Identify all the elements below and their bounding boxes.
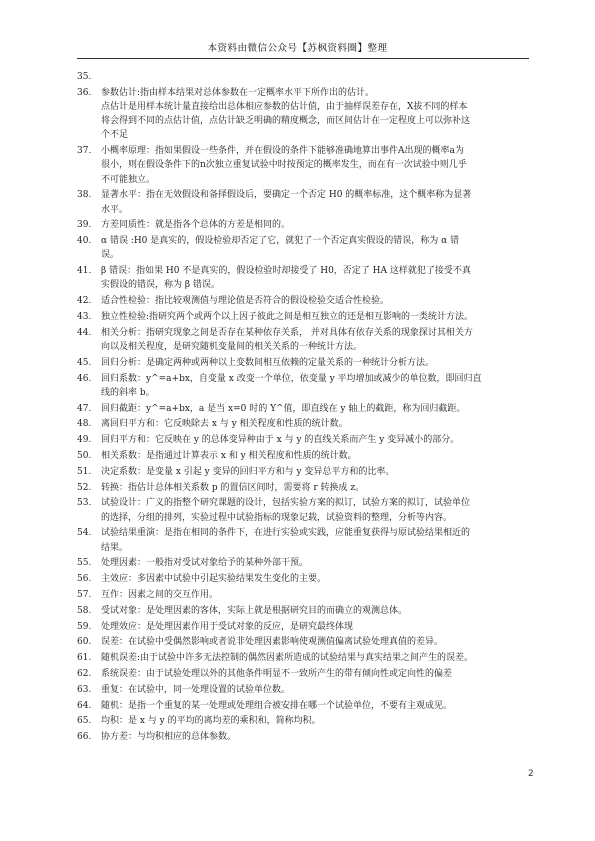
item-text: 试验结果重演：是指在相同的条件下，在进行实验或实践，应能重复获得与原试验结果相近的 结果。 — [101, 528, 471, 553]
item-text: 小概率原理：指如果假设一些条件，并在假设的条件下能够准确地算出事件A出现的概率a为 很小，则在假设条件下的n次独立重复试验中时按预定的概率发生，而在有一次试验中则几乎 不可能独立。 — [101, 146, 467, 185]
item-text: 方差同质性：就是指各个总体的方差是相同的。 — [101, 220, 291, 231]
item-text — [101, 70, 529, 84]
item-number: 46. — [77, 373, 92, 384]
list-item — [77, 294, 529, 308]
item-number: 36. — [77, 87, 92, 98]
item-number: 66. — [77, 732, 92, 743]
list-item — [77, 730, 529, 744]
list-item — [77, 218, 529, 232]
item-number: 53. — [77, 498, 92, 509]
item-text: 误差：在试验中受偶然影响或者说非处理因素影响使观测值偏离试验处理真值的差异。 — [101, 637, 444, 648]
item-number: 62. — [77, 668, 92, 679]
item-number: 64. — [77, 700, 92, 711]
item-number: 58. — [77, 605, 92, 616]
page-number: 2 — [528, 769, 534, 779]
item-text: 参数估计:指由样本结果对总体参数在一定概率水平下所作出的估计。 点估计是用样本统计量直接给出总体相应参数的估计值，由于抽样误差存在，X拔不同的样本 将会得到不同的点估计值，点估计缺乏明确的精度概念，而区间估计在一定程度上可以弥补这 个不足 — [101, 87, 471, 141]
list-item — [77, 604, 529, 618]
list-item — [77, 402, 529, 416]
item-number: 59. — [77, 621, 92, 632]
item-text: 回归截距：y^=a+bx，a 是当 x=0 时的 Y^值，即直线在 y 轴上的截距，称为回归截距。 — [101, 403, 466, 414]
item-number: 37. — [77, 146, 92, 157]
item-number: 39. — [77, 220, 92, 231]
list-item — [77, 188, 529, 216]
item-text: 处理因素：一般指对受试对象给予的某种外部干预。 — [101, 558, 309, 569]
list-item — [77, 526, 529, 554]
item-number: 42. — [77, 296, 92, 307]
list-item — [77, 667, 529, 681]
list-item — [77, 588, 529, 602]
item-text: 系统误差：由于试验处理以外的其他条件明显不一致所产生的带有倾向性或定向性的偏差 — [101, 668, 453, 679]
list-item — [77, 356, 529, 370]
item-text: 受试对象：是处理因素的客体，实际上就是根据研究目的而确立的观测总体。 — [101, 605, 408, 616]
item-number: 52. — [77, 482, 92, 493]
list-item — [77, 372, 529, 400]
item-number: 45. — [77, 357, 92, 368]
list-item — [77, 572, 529, 586]
header-divider — [77, 58, 529, 59]
item-text: 离回归平方和：它反映除去 x 与 y 相关程度和性质的统计数。 — [101, 419, 348, 430]
item-text: 适合性检验：指比较观测值与理论值是否符合的假设检验交适合性检验。 — [101, 296, 390, 307]
item-number: 54. — [77, 528, 92, 539]
list-item — [77, 264, 529, 292]
item-number: 57. — [77, 589, 92, 600]
list-item — [77, 635, 529, 649]
item-text: 互作：因素之间的交互作用。 — [101, 589, 219, 600]
item-number: 65. — [77, 716, 92, 727]
item-number: 47. — [77, 403, 92, 414]
item-text: 回归平方和：它反映在 y 的总体变异种由于 x 与 y 的直线关系而产生 y 变异减小的部分。 — [101, 435, 460, 446]
item-number: 41. — [77, 266, 92, 277]
item-number: 60. — [77, 637, 92, 648]
list-item — [77, 481, 529, 495]
item-text: 转换：指估计总体相关系数 p 的置信区间时，需要将 r 转换成 z。 — [101, 482, 365, 493]
item-text: 回归分析：是确定两种或两种以上变数间相互依赖的定量关系的一种统计分析方法。 — [101, 357, 435, 368]
item-number: 49. — [77, 435, 92, 446]
glossary-list — [77, 70, 529, 746]
item-number: 63. — [77, 684, 92, 695]
list-item — [77, 683, 529, 697]
list-item — [77, 714, 529, 728]
list-item — [77, 417, 529, 431]
item-number: 56. — [77, 574, 92, 585]
item-number: 43. — [77, 312, 92, 322]
list-item — [77, 496, 529, 524]
item-text: 主效应：多因素中试验中引起实验结果发生变化的主要。 — [101, 574, 327, 585]
item-text: 试验设计：广义的指整个研究课题的设计，包括实验方案的拟订，试验方案的拟订，试验单位 的选择，分组的排列，实验过程中试验指标的现象记载，试验资料的整理，分析等内容。 — [101, 498, 471, 523]
item-text: α 错误 :H0 是真实的，假设检验却否定了它，就犯了一个否定真实假设的错误，称为 α 错 误。 — [101, 236, 460, 261]
list-item — [77, 620, 529, 634]
item-number: 38. — [77, 190, 92, 201]
list-item — [77, 449, 529, 463]
list-item — [77, 651, 529, 665]
item-text: 相关系数：是指通过计算表示 x 和 y 相关程度和性质的统计数。 — [101, 450, 357, 461]
list-item — [77, 556, 529, 570]
item-text: 均积：是 x 与 y 的平均的离均差的乘积和，简称均积。 — [101, 716, 321, 727]
item-text: 相关分析：指研究现象之间是否存在某种依存关系， 并对具体有依存关系的现象探讨其相关方 向以及相关程度，是研究随机变量间的相关关系的一种统计方法。 — [101, 327, 473, 352]
item-number: 50. — [77, 450, 92, 461]
page-header: 本资料由微信公众号【苏枫资料圈】整理 — [207, 43, 388, 54]
item-text: 回归系数：y^=a+bx，自变量 x 改变一个单位，依变量 y 平均增加或减少的单位数，即回归直 线的斜率 b。 — [101, 373, 482, 398]
item-text: 随机误差:由于试验中许多无法控制的偶然因素所造成的试验结果与真实结果之间产生的误差。 — [101, 653, 474, 664]
item-number: 35. — [77, 72, 92, 82]
item-text: 显著水平：指在无效假设和备择假设后，要确定一个否定 H0 的概率标准，这个概率称为显著 水平。 — [101, 190, 472, 215]
item-number: 61. — [77, 653, 92, 664]
item-text: β 错误：指如果 H0 不是真实的，假设检验时却接受了 H0，否定了 HA 这样就犯了接受不真 实假设的错误，称为 β 错误。 — [101, 266, 471, 291]
item-text: 重复：在试验中，同一处理设置的试验单位数。 — [101, 684, 291, 695]
item-text: 处理效应：是处理因素作用于受试对象的反应，是研究最终体现 — [101, 621, 354, 632]
list-item — [77, 234, 529, 262]
list-item — [77, 433, 529, 447]
item-text: 决定系数：是变量 x 引起 y 变异的回归平方和与 y 变异总平方和的比率。 — [101, 466, 395, 477]
list-item — [77, 310, 529, 324]
item-number: 51. — [77, 466, 92, 477]
list-item — [77, 465, 529, 479]
list-item — [77, 86, 529, 143]
item-text: 独立性检验:指研究两个或两个以上因子彼此之间是相互独立的还是相互影响的一类统计方法。 — [101, 312, 474, 322]
list-item — [77, 70, 529, 84]
item-number: 44. — [77, 327, 92, 338]
item-text: 协方差：与均积相应的总体参数。 — [101, 732, 237, 743]
list-item — [77, 144, 529, 187]
list-item — [77, 326, 529, 354]
item-number: 55. — [77, 558, 92, 569]
list-item — [77, 699, 529, 713]
item-text: 随机：是指一个重复的某一处理或处理组合被安排在哪一个试验单位，不要有主观成见。 — [101, 700, 453, 711]
item-number: 40. — [77, 236, 92, 247]
item-number: 48. — [77, 419, 92, 430]
